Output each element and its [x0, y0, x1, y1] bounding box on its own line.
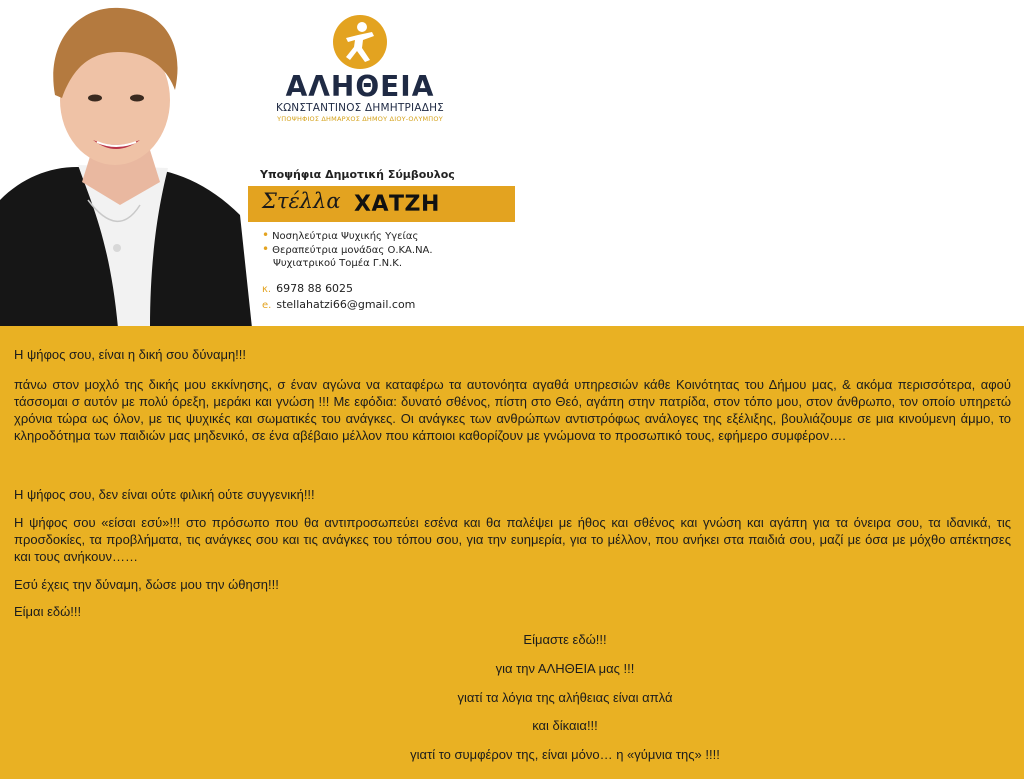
surname: ΧΑΤΖΗ [354, 192, 440, 217]
list-item [262, 257, 433, 270]
message-paragraph-5: Εσύ έχεις την δύναμη, δώσε μου την ώθηση!!! [14, 577, 279, 592]
campaign-logo [250, 14, 470, 124]
running-figure-icon [332, 14, 388, 70]
closing-line-4: και δίκαια!!! [532, 718, 598, 733]
phone-prefix: κ. [262, 284, 272, 295]
mayor-candidate-role: ΥΠΟΨΗΦΙΟΣ ΔΗΜΑΡΧΟΣ ΔΗΜΟΥ ΔΙΟΥ-ΟΛΥΜΠΟΥ [277, 115, 443, 123]
message-paragraph-1: Η ψήφος σου, είναι η δική σου δύναμη!!! [14, 347, 247, 362]
phone-number[interactable]: 6978 88 6025 [276, 282, 354, 295]
qualifications-list [262, 229, 433, 270]
closing-line-2: για την ΑΛΗΘΕΙΑ μας !!! [495, 661, 635, 676]
closing-line-3: γιατί τα λόγια της αλήθειας είναι απλά [457, 690, 673, 705]
campaign-message [0, 326, 1024, 779]
name-bar [248, 186, 515, 222]
email-address[interactable]: stellahatzi66@gmail.com [276, 298, 416, 311]
contact-info [262, 281, 415, 313]
qualification-text: Νοσηλεύτρια Ψυχικής Υγείας [272, 231, 419, 242]
brand-name: ΑΛΗΘΕΙΑ [285, 70, 435, 103]
qualification-text: Ψυχιατρικού Τομέα Γ.Ν.Κ. [273, 258, 403, 269]
message-paragraph-3: Η ψήφος σου, δεν είναι ούτε φιλική ούτε συγγενική!!! [14, 487, 315, 502]
closing-line-1: Είμαστε εδώ!!! [523, 632, 607, 647]
first-name-signature: Στέλλα [262, 189, 341, 213]
closing-line-5: γιατί το συμφέρον της, είναι μόνο… η «γύμνια της» !!!! [410, 747, 720, 762]
list-item [262, 229, 433, 243]
qualification-text: Θεραπεύτρια μονάδας Ο.ΚΑ.ΝΑ. [272, 245, 433, 256]
message-paragraph-6: Είμαι εδώ!!! [14, 604, 82, 619]
message-paragraph-2: πάνω στον μοχλό της δικής μου εκκίνησης, σ έναν αγώνα να καταφέρω τα αυτονόητα αγαθά υπηρεσιών κάθε Κοινότητας του Δήμου μας, & ακόμα περισσότερα, αφού τάσσομαι σ αυτόν με πολύ όρεξη, μεράκι και γνώση !!! Με εφόδια: δυνατό σθένος, πίστη στο Θεό, αγάπη στην πατρίδα, στον τόπο μου, στον άνθρωπο, τον οποίο υπηρετώ χρόνια τώρα ως όλον, με τις ψυχικές και σωματικές του ανάγκες. Οι ανάγκες των ανθρώπων αντιστρόφως ανάλογες της εξέλιξης, βουλιάζουμε σε μια κινούμενη άμμο, το κληροδότημα των παιδιών μας μηδενικό, σε ένα αβέβαιο μέλλον που κάποιοι καθορίζουν με γνώμονα το προσωπικό τους, εφήμερο συμφέρον…. [14, 377, 1011, 443]
email-row [262, 297, 415, 313]
candidate-photo [0, 0, 252, 328]
list-item [262, 243, 433, 257]
role-title: Υποψήφια Δημοτική Σύμβουλος [260, 168, 455, 181]
phone-row [262, 281, 415, 297]
email-prefix: e. [262, 300, 272, 311]
bullet-icon: • [262, 242, 270, 256]
candidate-banner [0, 0, 1024, 328]
mayor-candidate-name: ΚΩΝΣΤΑΝΤΙΝΟΣ ΔΗΜΗΤΡΙΑΔΗΣ [275, 102, 445, 114]
portrait-image [0, 0, 252, 328]
bullet-icon: • [262, 228, 270, 242]
message-paragraph-4: Η ψήφος σου «είσαι εσύ»!!! στο πρόσωπο που θα αντιπροσωπεύει εσένα και θα παλέψει με ήθος και σθένος και γνώση και αγάπη για τα όνειρα σου, τα ιδανικά, τις προσδοκίες, τα προβλήματα, τις ανάγκες σου και τις ανάγκες του τόπου σου, για την ευημερία, για το μέλλον, που ανήκει στα παιδιά σου, μαζί με όσα με μόχθο απέκτησες και τους ανήκουν…… [14, 515, 1011, 564]
